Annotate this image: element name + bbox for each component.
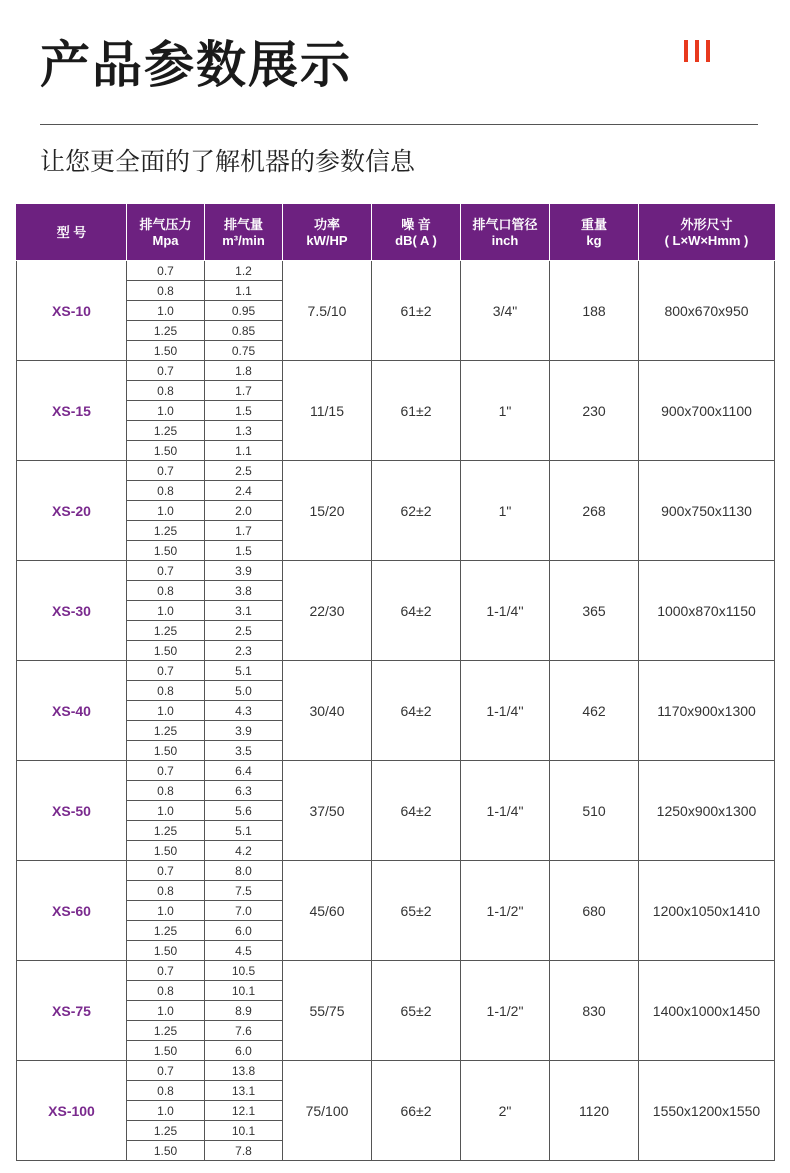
column-header-noise bbox=[372, 205, 461, 261]
column-header-unit: m³/min bbox=[222, 232, 265, 248]
model-cell: XS-20 bbox=[17, 461, 127, 561]
pressure-cell: 0.7 bbox=[127, 261, 205, 281]
pressure-cell: 1.50 bbox=[127, 341, 205, 361]
pressure-cell: 1.25 bbox=[127, 621, 205, 641]
pressure-cell: 1.0 bbox=[127, 801, 205, 821]
pressure-cell: 1.0 bbox=[127, 1001, 205, 1021]
pressure-cell: 0.7 bbox=[127, 561, 205, 581]
pressure-cell: 0.7 bbox=[127, 1061, 205, 1081]
pressure-cell: 1.25 bbox=[127, 521, 205, 541]
column-header-unit: kW/HP bbox=[306, 232, 348, 248]
flow-cell: 5.6 bbox=[205, 801, 283, 821]
flow-cell: 1.2 bbox=[205, 261, 283, 281]
pressure-cell: 0.7 bbox=[127, 661, 205, 681]
flow-cell: 2.3 bbox=[205, 641, 283, 661]
pressure-cell: 1.25 bbox=[127, 321, 205, 341]
flow-cell: 3.9 bbox=[205, 721, 283, 741]
model-cell: XS-15 bbox=[17, 361, 127, 461]
column-header-weight bbox=[550, 205, 639, 261]
pressure-cell: 1.0 bbox=[127, 701, 205, 721]
flow-cell: 1.1 bbox=[205, 281, 283, 301]
flow-cell: 3.8 bbox=[205, 581, 283, 601]
flow-cell: 2.5 bbox=[205, 621, 283, 641]
table-row bbox=[17, 361, 775, 381]
flow-cell: 13.8 bbox=[205, 1061, 283, 1081]
pressure-cell: 0.8 bbox=[127, 981, 205, 1001]
pipe-cell: 1-1/2" bbox=[461, 861, 550, 961]
noise-cell: 66±2 bbox=[372, 1061, 461, 1161]
power-cell: 37/50 bbox=[283, 761, 372, 861]
pipe-cell: 1" bbox=[461, 361, 550, 461]
size-cell: 1400x1000x1450 bbox=[639, 961, 775, 1061]
table-row bbox=[17, 861, 775, 881]
pressure-cell: 0.7 bbox=[127, 961, 205, 981]
flow-cell: 5.1 bbox=[205, 821, 283, 841]
pressure-cell: 1.0 bbox=[127, 401, 205, 421]
pressure-cell: 0.8 bbox=[127, 1081, 205, 1101]
noise-cell: 62±2 bbox=[372, 461, 461, 561]
weight-cell: 188 bbox=[550, 261, 639, 361]
column-header-label: 排气口管径 bbox=[472, 216, 538, 232]
decorative-bars-icon bbox=[684, 40, 710, 62]
flow-cell: 3.5 bbox=[205, 741, 283, 761]
noise-cell: 64±2 bbox=[372, 761, 461, 861]
pipe-cell: 2" bbox=[461, 1061, 550, 1161]
noise-cell: 65±2 bbox=[372, 861, 461, 961]
pressure-cell: 1.50 bbox=[127, 941, 205, 961]
flow-cell: 1.7 bbox=[205, 521, 283, 541]
power-cell: 11/15 bbox=[283, 361, 372, 461]
flow-cell: 8.0 bbox=[205, 861, 283, 881]
pressure-cell: 0.8 bbox=[127, 381, 205, 401]
weight-cell: 1120 bbox=[550, 1061, 639, 1161]
flow-cell: 7.8 bbox=[205, 1141, 283, 1161]
flow-cell: 0.75 bbox=[205, 341, 283, 361]
pressure-cell: 1.50 bbox=[127, 1041, 205, 1061]
table-row bbox=[17, 561, 775, 581]
pressure-cell: 1.50 bbox=[127, 541, 205, 561]
flow-cell: 1.5 bbox=[205, 541, 283, 561]
pressure-cell: 0.8 bbox=[127, 481, 205, 501]
column-header-label: 重量 bbox=[580, 216, 607, 232]
pipe-cell: 1-1/4'' bbox=[461, 561, 550, 661]
page-title: 产品参数展示 bbox=[40, 36, 352, 94]
weight-cell: 510 bbox=[550, 761, 639, 861]
weight-cell: 680 bbox=[550, 861, 639, 961]
column-header-unit: inch bbox=[491, 232, 519, 248]
pipe-cell: 3/4" bbox=[461, 261, 550, 361]
model-cell: XS-75 bbox=[17, 961, 127, 1061]
column-header-power bbox=[283, 205, 372, 261]
table-row bbox=[17, 961, 775, 981]
pipe-cell: 1-1/2" bbox=[461, 961, 550, 1061]
column-header-pipe bbox=[461, 205, 550, 261]
pressure-cell: 1.50 bbox=[127, 441, 205, 461]
flow-cell: 10.1 bbox=[205, 1121, 283, 1141]
table-row bbox=[17, 461, 775, 481]
column-header-unit: kg bbox=[586, 232, 602, 248]
table-row bbox=[17, 261, 775, 281]
model-cell: XS-60 bbox=[17, 861, 127, 961]
weight-cell: 365 bbox=[550, 561, 639, 661]
weight-cell: 830 bbox=[550, 961, 639, 1061]
pressure-cell: 1.25 bbox=[127, 421, 205, 441]
pressure-cell: 0.8 bbox=[127, 781, 205, 801]
flow-cell: 7.5 bbox=[205, 881, 283, 901]
pressure-cell: 0.8 bbox=[127, 681, 205, 701]
size-cell: 1000x870x1150 bbox=[639, 561, 775, 661]
pressure-cell: 1.50 bbox=[127, 641, 205, 661]
model-cell: XS-10 bbox=[17, 261, 127, 361]
size-cell: 900x750x1130 bbox=[639, 461, 775, 561]
flow-cell: 6.4 bbox=[205, 761, 283, 781]
size-cell: 1550x1200x1550 bbox=[639, 1061, 775, 1161]
column-header-size bbox=[639, 205, 775, 261]
table-row bbox=[17, 761, 775, 781]
pressure-cell: 1.0 bbox=[127, 301, 205, 321]
power-cell: 15/20 bbox=[283, 461, 372, 561]
pressure-cell: 1.50 bbox=[127, 841, 205, 861]
pressure-cell: 1.0 bbox=[127, 1101, 205, 1121]
flow-cell: 1.1 bbox=[205, 441, 283, 461]
page-subtitle: 让您更全面的了解机器的参数信息 bbox=[40, 147, 416, 176]
column-header-pressure bbox=[127, 205, 205, 261]
size-cell: 900x700x1100 bbox=[639, 361, 775, 461]
noise-cell: 61±2 bbox=[372, 361, 461, 461]
pipe-cell: 1-1/4" bbox=[461, 761, 550, 861]
pressure-cell: 0.8 bbox=[127, 581, 205, 601]
column-header-flow bbox=[205, 205, 283, 261]
size-cell: 1170x900x1300 bbox=[639, 661, 775, 761]
flow-cell: 5.0 bbox=[205, 681, 283, 701]
pressure-cell: 1.50 bbox=[127, 741, 205, 761]
pressure-cell: 1.25 bbox=[127, 821, 205, 841]
flow-cell: 1.5 bbox=[205, 401, 283, 421]
pressure-cell: 1.25 bbox=[127, 921, 205, 941]
flow-cell: 7.6 bbox=[205, 1021, 283, 1041]
pressure-cell: 0.7 bbox=[127, 361, 205, 381]
flow-cell: 6.3 bbox=[205, 781, 283, 801]
power-cell: 55/75 bbox=[283, 961, 372, 1061]
weight-cell: 462 bbox=[550, 661, 639, 761]
column-header-label: 外形尺寸 bbox=[680, 216, 733, 232]
noise-cell: 64±2 bbox=[372, 661, 461, 761]
flow-cell: 5.1 bbox=[205, 661, 283, 681]
flow-cell: 4.3 bbox=[205, 701, 283, 721]
column-header-label: 噪 音 bbox=[401, 216, 431, 232]
flow-cell: 10.1 bbox=[205, 981, 283, 1001]
size-cell: 1200x1050x1410 bbox=[639, 861, 775, 961]
flow-cell: 6.0 bbox=[205, 921, 283, 941]
column-header-label: 功率 bbox=[313, 216, 340, 232]
pipe-cell: 1-1/4'' bbox=[461, 661, 550, 761]
weight-cell: 230 bbox=[550, 361, 639, 461]
table-row bbox=[17, 1061, 775, 1081]
column-header-unit: ( L×W×Hmm ) bbox=[664, 232, 749, 248]
pressure-cell: 1.50 bbox=[127, 1141, 205, 1161]
spec-table bbox=[16, 204, 775, 1161]
column-header-unit: Mpa bbox=[152, 232, 179, 248]
flow-cell: 0.85 bbox=[205, 321, 283, 341]
power-cell: 7.5/10 bbox=[283, 261, 372, 361]
noise-cell: 61±2 bbox=[372, 261, 461, 361]
power-cell: 30/40 bbox=[283, 661, 372, 761]
column-header-model bbox=[17, 205, 127, 261]
size-cell: 800x670x950 bbox=[639, 261, 775, 361]
pressure-cell: 1.25 bbox=[127, 1121, 205, 1141]
noise-cell: 65±2 bbox=[372, 961, 461, 1061]
flow-cell: 2.4 bbox=[205, 481, 283, 501]
noise-cell: 64±2 bbox=[372, 561, 461, 661]
model-cell: XS-50 bbox=[17, 761, 127, 861]
pressure-cell: 0.7 bbox=[127, 861, 205, 881]
model-cell: XS-30 bbox=[17, 561, 127, 661]
model-cell: XS-40 bbox=[17, 661, 127, 761]
flow-cell: 0.95 bbox=[205, 301, 283, 321]
flow-cell: 12.1 bbox=[205, 1101, 283, 1121]
pressure-cell: 0.8 bbox=[127, 281, 205, 301]
power-cell: 45/60 bbox=[283, 861, 372, 961]
flow-cell: 10.5 bbox=[205, 961, 283, 981]
pressure-cell: 1.0 bbox=[127, 601, 205, 621]
column-header-label: 排气量 bbox=[223, 216, 263, 232]
flow-cell: 2.0 bbox=[205, 501, 283, 521]
pressure-cell: 0.7 bbox=[127, 461, 205, 481]
table-row bbox=[17, 661, 775, 681]
flow-cell: 13.1 bbox=[205, 1081, 283, 1101]
column-header-label: 排气压力 bbox=[139, 216, 192, 232]
pressure-cell: 0.7 bbox=[127, 761, 205, 781]
pipe-cell: 1" bbox=[461, 461, 550, 561]
column-header-label: 型 号 bbox=[56, 224, 87, 240]
column-header-unit: dB( A ) bbox=[395, 232, 437, 248]
flow-cell: 1.7 bbox=[205, 381, 283, 401]
flow-cell: 1.8 bbox=[205, 361, 283, 381]
flow-cell: 3.9 bbox=[205, 561, 283, 581]
pressure-cell: 1.0 bbox=[127, 901, 205, 921]
flow-cell: 2.5 bbox=[205, 461, 283, 481]
flow-cell: 7.0 bbox=[205, 901, 283, 921]
pressure-cell: 0.8 bbox=[127, 881, 205, 901]
divider bbox=[40, 124, 758, 125]
table-header-row bbox=[17, 205, 775, 261]
power-cell: 75/100 bbox=[283, 1061, 372, 1161]
flow-cell: 3.1 bbox=[205, 601, 283, 621]
flow-cell: 4.5 bbox=[205, 941, 283, 961]
size-cell: 1250x900x1300 bbox=[639, 761, 775, 861]
model-cell: XS-100 bbox=[17, 1061, 127, 1161]
flow-cell: 4.2 bbox=[205, 841, 283, 861]
pressure-cell: 1.25 bbox=[127, 721, 205, 741]
flow-cell: 6.0 bbox=[205, 1041, 283, 1061]
pressure-cell: 1.0 bbox=[127, 501, 205, 521]
flow-cell: 1.3 bbox=[205, 421, 283, 441]
pressure-cell: 1.25 bbox=[127, 1021, 205, 1041]
power-cell: 22/30 bbox=[283, 561, 372, 661]
flow-cell: 8.9 bbox=[205, 1001, 283, 1021]
weight-cell: 268 bbox=[550, 461, 639, 561]
